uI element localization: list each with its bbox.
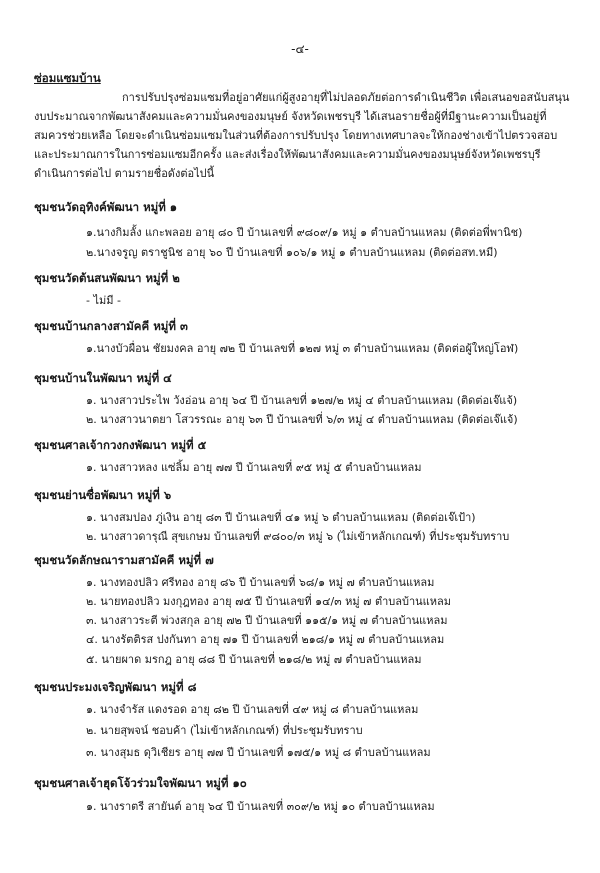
group-title: ชุมชนศาลเจ้ากวงกงพัฒนา หมู่ที่ ๕ [34, 438, 207, 452]
list-item: ๑. นางราตรี สายันต์ อายุ ๖๔ ปี บ้านเลขที่ ๓๐๙/๒ หมู่ ๑๐ ตำบลบ้านแหลม [86, 800, 435, 813]
list-item: ๑.นางกิมลั้ง แกะพลอย อายุ ๘๐ ปี บ้านเลขที่ ๙๘๐๙/๑ หมู่ ๑ ตำบลบ้านแหลม (ติดต่อพี่พานิช) [86, 226, 523, 239]
list-item: - ไม่มี - [86, 294, 121, 307]
group-title: ชุมชนศาลเจ้าฮุดโจ้วร่วมใจพัฒนา หมู่ที่ ๑๐ [34, 776, 247, 790]
list-item: ๒.นางจรูญ ตราชูนิช อายุ ๖๐ ปี บ้านเลขที่ ๑๐๖/๑ หมู่ ๑ ตำบลบ้านแหลม (ติดต่อสท.หมี) [86, 246, 498, 259]
list-item: ๔. นางรัตติรส ปงกันทา อายุ ๗๑ ปี บ้านเลขที่ ๒๑๘/๑ หมู่ ๗ ตำบลบ้านแหลม [86, 633, 445, 646]
list-item: ๒. นางสาวนาตยา โสวรรณะ อายุ ๖๓ ปี บ้านเลขที่ ๖/๓ หมู่ ๔ ตำบลบ้านแหลม (ติดต่อเจ๊แจ้) [86, 413, 518, 426]
list-item: ๕. นายผาด มรกฎ อายุ ๘๘ ปี บ้านเลขที่ ๒๑๘/๒ หมู่ ๗ ตำบลบ้านแหลม [86, 653, 422, 666]
list-item: ๑. นางสาวประไพ วังอ่อน อายุ ๖๔ ปี บ้านเลขที่ ๑๒๗/๒ หมู่ ๔ ตำบลบ้านแหลม (ติดต่อเจ๊แจ้) [86, 394, 518, 407]
group-title: ชุมชนวัดลักษณารามสามัคคี หมู่ที่ ๗ [34, 553, 214, 567]
group-title: ชุมชนบ้านกลางสามัคคี หมู่ที่ ๓ [34, 319, 188, 333]
list-item: ๒. นายทองปลิว มงกุฎทอง อายุ ๗๕ ปี บ้านเลขที่ ๑๔/๓ หมู่ ๗ ตำบลบ้านแหลม [86, 595, 451, 608]
group-title: ชุมชนประมงเจริญพัฒนา หมู่ที่ ๘ [34, 680, 197, 694]
list-item: ๒. นายสุพจน์ ชอบค้า (ไม่เข้าหลักเกณฑ์) ที่ประชุมรับทราบ [86, 724, 363, 737]
intro-paragraph [34, 88, 574, 183]
intro-text: การปรับปรุงซ่อมแซมที่อยู่อาศัยแก่ผู้สูงอายุที่ไม่ปลอดภัยต่อการดำเนินชีวิต เพื่อเสนอขอสนับสนุนงบประมาณจากพัฒนาสังคมและความมั่นคงของมนุษย์ จังหวัดเพชรบุรี ได้เสนอรายชื่อผู้ที่มีฐานะความเป็นอยู่ที่สมควรช่วยเหลือ โดยจะดำเนินซ่อมแซมในส่วนที่ต้องการปรับปรุง โดยทางเทศบาลจะให้กองช่างเข้าไปตรวจสอบและประมาณการในการซ่อมแซมอีกครั้ง และส่งเรื่องให้พัฒนาสังคมและความมั่นคงของมนุษย์จังหวัดเพชรบุรี ดำเนินการต่อไป ตามรายชื่อดังต่อไปนี้ [34, 91, 570, 180]
group-title: ชุมชนวัดอุทิงค์พัฒนา หมู่ที่ ๑ [34, 200, 178, 214]
section-title: ซ่อมแซมบ้าน [34, 71, 101, 85]
list-item: ๓. นางสุมธ ดุวิเชียร อายุ ๗๗ ปี บ้านเลขที่ ๑๗๕/๑ หมู่ ๘ ตำบลบ้านแหลม [86, 746, 431, 759]
list-item: ๓. นางสาวระตี พ่วงสกุล อายุ ๗๒ ปี บ้านเลขที่ ๑๑๕/๑ หมู่ ๗ ตำบลบ้านแหลม [86, 614, 448, 627]
list-item: ๑. นางสาวหลง แซ่ลิ้ม อายุ ๗๗ ปี บ้านเลขที่ ๙๕ หมู่ ๕ ตำบลบ้านแหลม [86, 461, 422, 474]
list-item: ๑.นางบัวผื่อน ชัยมงคล อายุ ๗๒ ปี บ้านเลขที่ ๑๒๗ หมู่ ๓ ตำบลบ้านแหลม (ติดต่อผู้ใหญ่โอฬ) [86, 342, 519, 355]
page-number: -๔- [291, 42, 309, 56]
list-item: ๑. นางจำรัส แดงรอด อายุ ๘๒ ปี บ้านเลขที่ ๔๙ หมู่ ๘ ตำบลบ้านแหลม [86, 703, 419, 716]
group-title: ชุมชนบ้านในพัฒนา หมู่ที่ ๔ [34, 371, 172, 385]
list-item: ๑. นางสมปอง ภู่เงิน อายุ ๘๓ ปี บ้านเลขที่ ๔๑ หมู่ ๖ ตำบลบ้านแหลม (ติดต่อเจ๊เป้า) [86, 511, 476, 524]
list-item: ๑. นางทองปลิว ศรีทอง อายุ ๘๖ ปี บ้านเลขที่ ๖๘/๑ หมู่ ๗ ตำบลบ้านแหลม [86, 576, 435, 589]
list-item: ๒. นางสาวดารุณี สุขเกษม บ้านเลขที่ ๙๘๐๐/๓ หมู่ ๖ (ไม่เข้าหลักเกณฑ์) ที่ประชุมรับทราบ [86, 530, 510, 543]
group-title: ชุมชนย่านซื่อพัฒนา หมู่ที่ ๖ [34, 488, 172, 502]
group-title: ชุมชนวัดต้นสนพัฒนา หมู่ที่ ๒ [34, 271, 180, 285]
